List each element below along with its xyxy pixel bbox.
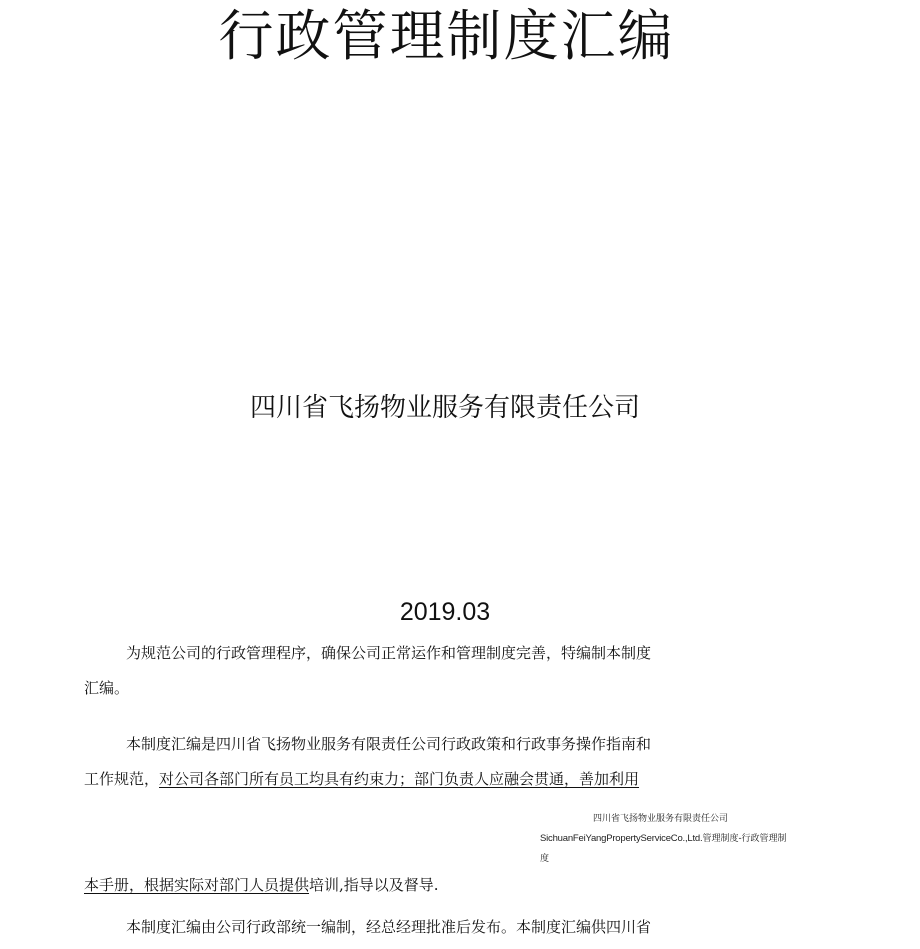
paragraph-3-line-1: 本制度汇编由公司行政部统一编制，经总经理批准后发布。本制度汇编供四川省 xyxy=(126,918,652,936)
paragraph-2-line-3 xyxy=(84,874,439,896)
paragraph-2-line-2 xyxy=(84,768,639,790)
footer-doc-ref: 管理制度-行政管理制 xyxy=(702,834,787,844)
document-date: 2019.03 xyxy=(399,598,491,626)
paragraph-2-line-2-underlined: 对公司各部门所有员工均具有约束力；部门负责人应融会贯通，善加利用 xyxy=(159,770,640,788)
paragraph-1-line-1: 为规范公司的行政管理程序，确保公司正常运作和管理制度完善，特编制本制度 xyxy=(126,644,652,662)
footer-doc-ref-continued: 度 xyxy=(540,854,550,864)
company-name: 四川省飞扬物业服务有限责任公司 xyxy=(249,393,640,423)
document-title: 行政管理制度汇编 xyxy=(218,4,675,68)
paragraph-2-line-3-plain: 培训,指导以及督导. xyxy=(309,876,439,894)
footer-company-cn: 四川省飞扬物业服务有限责任公司 xyxy=(593,814,729,824)
paragraph-2-line-1: 本制度汇编是四川省飞扬物业服务有限责任公司行政政策和行政事务操作指南和 xyxy=(126,735,652,753)
paragraph-2-line-2-plain: 工作规范， xyxy=(84,770,160,788)
footer-reference xyxy=(540,832,787,846)
footer-company-en: SichuanFeiYangPropertyServiceCo.,Ltd. xyxy=(540,833,703,844)
paragraph-1-line-2: 汇编。 xyxy=(84,679,130,697)
paragraph-2-line-3-underlined: 本手册，根据实际对部门人员提供 xyxy=(84,876,310,894)
